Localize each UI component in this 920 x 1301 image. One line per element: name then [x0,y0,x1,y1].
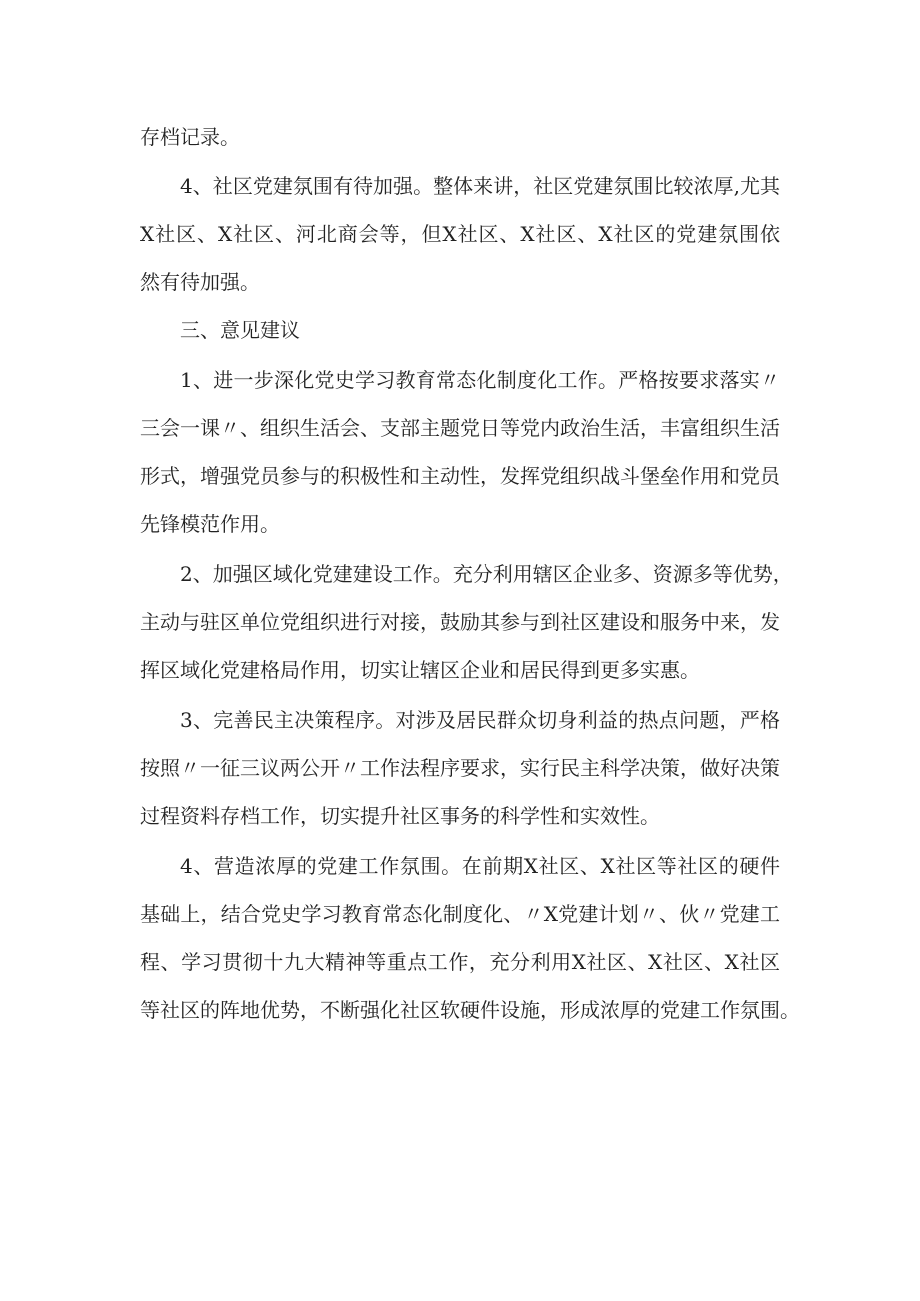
text-line: 2、加强区域化党建建设工作。充分利用辖区企业多、资源多等优势， [180,562,793,586]
text-line: X社区、X社区、河北商会等，但X社区、X社区、X社区的党建氛围依 [140,222,780,246]
text-line: 4、社区党建氛围有待加强。整体来讲，社区党建氛围比较浓厚,尤其 [180,174,780,198]
text-line: 三会一课〃、组织生活会、支部主题党日等党内政治生活，丰富组织生活 [140,416,780,440]
text-line: 形式，增强党员参与的积极性和主动性，发挥党组织战斗堡垒作用和党员 [140,464,780,488]
text-line: 1、进一步深化党史学习教育常态化制度化工作。严格按要求落实〃 [180,368,780,392]
text-line: 先锋模范作用。 [140,512,280,536]
text-line: 4、营造浓厚的党建工作氛围。在前期X社区、X社区等社区的硬件 [180,854,780,878]
text-line: 挥区域化党建格局作用，切实让辖区企业和居民得到更多实惠。 [140,658,700,682]
text-line: 过程资料存档工作，切实提升社区事务的科学性和实效性。 [140,804,660,828]
text-line: 等社区的阵地优势，不断强化社区软硬件设施，形成浓厚的党建工作氛围。 [140,998,800,1022]
text-line: 按照〃一征三议两公开〃工作法程序要求，实行民主科学决策，做好决策 [140,756,780,780]
text-line: 3、完善民主决策程序。对涉及居民群众切身利益的热点问题，严格 [180,708,780,732]
text-line: 程、学习贯彻十九大精神等重点工作，充分利用X社区、X社区、X社区 [140,950,780,974]
text-line: 基础上，结合党史学习教育常态化制度化、〃X党建计划〃、伙〃党建工 [140,902,780,926]
text-line: 存档记录。 [140,125,240,149]
text-line: 然有待加强。 [140,270,260,294]
heading-text: 三、意见建议 [180,318,300,342]
text-line: 主动与驻区单位党组织进行对接，鼓励其参与到社区建设和服务中来，发 [140,610,780,634]
